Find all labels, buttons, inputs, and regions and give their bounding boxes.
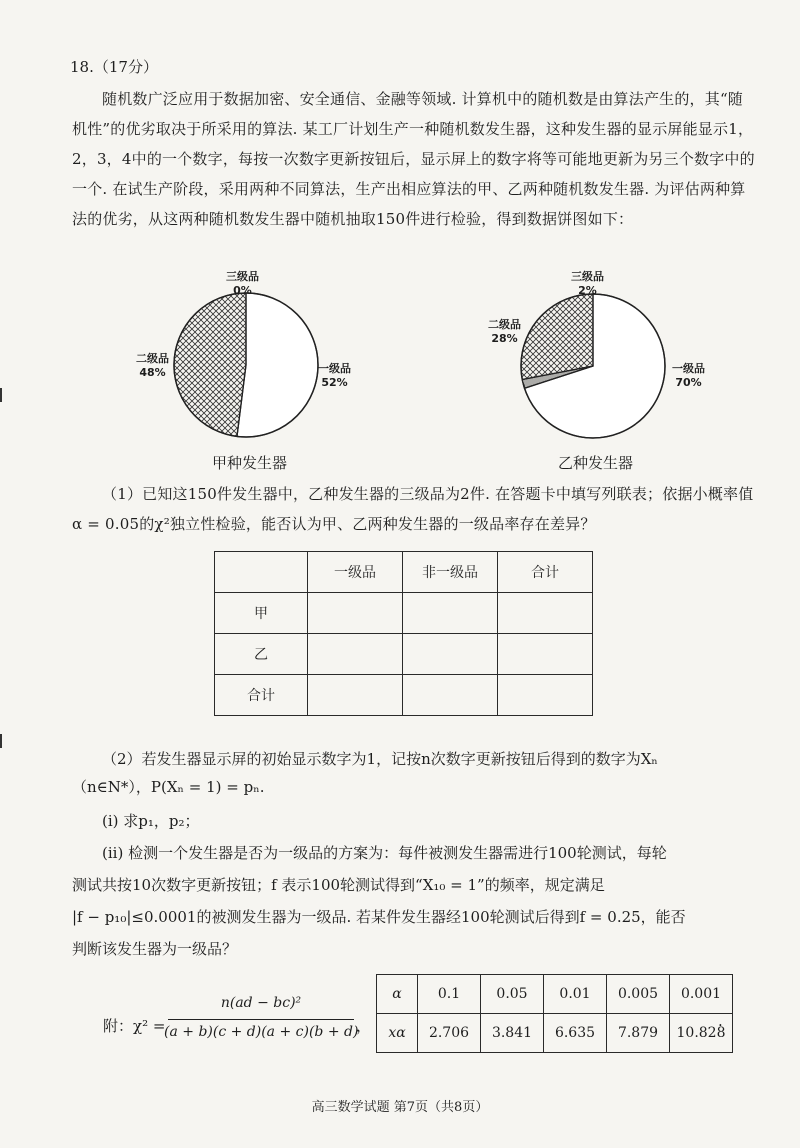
formula-comma: ，	[356, 1017, 372, 1035]
contingency-cell	[498, 593, 593, 634]
pie-yi-label-second	[488, 316, 521, 345]
alpha-value: 0.005	[607, 975, 670, 1014]
part2-sub2-line4: 判断该发生器为一级品？	[72, 940, 238, 958]
contingency-header-first: 一级品	[308, 552, 403, 593]
x-alpha-value: 6.635	[544, 1014, 607, 1053]
pie-jia-second-name: 二级品	[136, 352, 169, 365]
pie-jia-third-pct: 0%	[233, 284, 252, 297]
alpha-row	[377, 975, 733, 1014]
pie-yi-third-name: 三级品	[571, 270, 604, 283]
pie-slice-first	[237, 293, 318, 437]
contingency-corner	[215, 552, 308, 593]
pie-jia-label-second	[136, 350, 169, 379]
binding-mark	[0, 734, 2, 748]
pie-jia-second-pct: 48%	[139, 366, 166, 379]
alpha-value: 0.1	[418, 975, 481, 1014]
contingency-header-total: 合计	[498, 552, 593, 593]
pie-yi-label-third	[571, 268, 604, 297]
alpha-row-label: α	[377, 975, 418, 1014]
intro-text: 随机数广泛应用于数据加密、安全通信、金融等领域. 计算机中的随机数是由算法产生的，其“随机性”的优劣取决于所采用的算法. 某工厂计划生产一种随机数发生器，这种发生器的显示屏能显示1，2，3，4中的一个数字，每按一次数字更新按钮后，显示屏上的数字将等可能地更新为另三个数字中的一个. 在试生产阶段，采用两种不同算法，生产出相应算法的甲、乙两种随机数发生器. 为评估两种算法的优劣，从这两种随机数发生器中随机抽取150件进行检验，得到数据饼图如下：	[72, 90, 755, 228]
contingency-row-label: 乙	[215, 634, 308, 675]
contingency-cell	[403, 675, 498, 716]
x-alpha-row-label: xα	[377, 1014, 418, 1053]
contingency-table	[214, 551, 593, 716]
pie-jia-label-first	[318, 360, 351, 389]
alpha-value: 0.01	[544, 975, 607, 1014]
contingency-cell	[403, 593, 498, 634]
contingency-cell	[308, 634, 403, 675]
contingency-row-label: 合计	[215, 675, 308, 716]
part1-text-block	[72, 479, 758, 539]
pie-yi-second-pct: 28%	[491, 332, 518, 345]
contingency-cell	[308, 593, 403, 634]
pie-yi-label-first	[672, 360, 705, 389]
pie-yi-first-pct: 70%	[675, 376, 702, 389]
contingency-cell	[498, 675, 593, 716]
x-alpha-value: 3.841	[481, 1014, 544, 1053]
pie-yi-first-name: 一级品	[672, 362, 705, 375]
contingency-row-label: 甲	[215, 593, 308, 634]
pie-yi-second-name: 二级品	[488, 318, 521, 331]
question-intro	[72, 84, 758, 234]
pie-jia-first-pct: 52%	[321, 376, 348, 389]
contingency-header-nonfirst: 非一级品	[403, 552, 498, 593]
alpha-value: 0.05	[481, 975, 544, 1014]
part2-sub2-line2: 测试共按10次数字更新按钮；f 表示100轮测试得到“X₁₀ = 1”的频率，规定满足	[72, 876, 605, 894]
part2-line2: （n∈N*），P(Xₙ = 1) = pₙ.	[72, 778, 265, 796]
pie-jia-label-third	[226, 268, 259, 297]
part2-sub2-line1: (ii) 检测一个发生器是否为一级品的方案为：每件被测发生器需进行100轮测试，每轮	[102, 844, 667, 862]
pie-slice-second	[521, 294, 593, 379]
pie-jia-title: 甲种发生器	[212, 454, 288, 472]
contingency-header-row	[215, 552, 593, 593]
page-footer: 高三数学试题 第7页（共8页）	[311, 1100, 489, 1115]
formula-numerator: n(ad − bc)²	[220, 995, 302, 1011]
part1-text: （1）已知这150件发生器中，乙种发生器的三级品为2件. 在答题卡中填写列联表；依据小概率值α = 0.05的χ²独立性检验，能否认为甲、乙两种发生器的一级品率存在差异？	[72, 485, 754, 533]
pie-jia-third-name: 三级品	[226, 270, 259, 283]
part2-sub2-line3: |f − p₁₀|≤0.0001的被测发生器为一级品. 若某件发生器经100轮测试后得到f = 0.25，能否	[72, 908, 686, 926]
x-alpha-value: 10.828	[670, 1014, 733, 1053]
alpha-value: 0.001	[670, 975, 733, 1014]
appendix-period: .	[718, 1012, 723, 1030]
x-alpha-value: 7.879	[607, 1014, 670, 1053]
chi-square-critical-table	[376, 974, 733, 1053]
pie-chart-yi	[518, 291, 668, 441]
pie-yi-third-pct: 2%	[578, 284, 597, 297]
pie-jia-first-name: 一级品	[318, 362, 351, 375]
pie-chart-jia	[171, 290, 321, 440]
formula-denominator: (a + b)(c + d)(a + c)(b + d)	[164, 1024, 359, 1040]
pie-slice-second	[174, 293, 246, 436]
contingency-cell	[498, 634, 593, 675]
formula-fraction-bar	[168, 1019, 354, 1020]
contingency-cell	[308, 675, 403, 716]
part2-line1: （2）若发生器显示屏的初始显示数字为1，记按n次数字更新按钮后得到的数字为Xₙ	[102, 750, 658, 768]
x-alpha-row	[377, 1014, 733, 1053]
contingency-cell	[403, 634, 498, 675]
binding-mark	[0, 388, 2, 402]
question-number: 18.（17分）	[70, 58, 158, 76]
formula-prefix: 附：χ² =	[103, 1017, 166, 1035]
contingency-row-total	[215, 675, 593, 716]
contingency-row-yi	[215, 634, 593, 675]
x-alpha-value: 2.706	[418, 1014, 481, 1053]
part2-sub1: (i) 求p₁，p₂；	[102, 812, 200, 830]
contingency-row-jia	[215, 593, 593, 634]
pie-yi-title: 乙种发生器	[558, 454, 634, 472]
